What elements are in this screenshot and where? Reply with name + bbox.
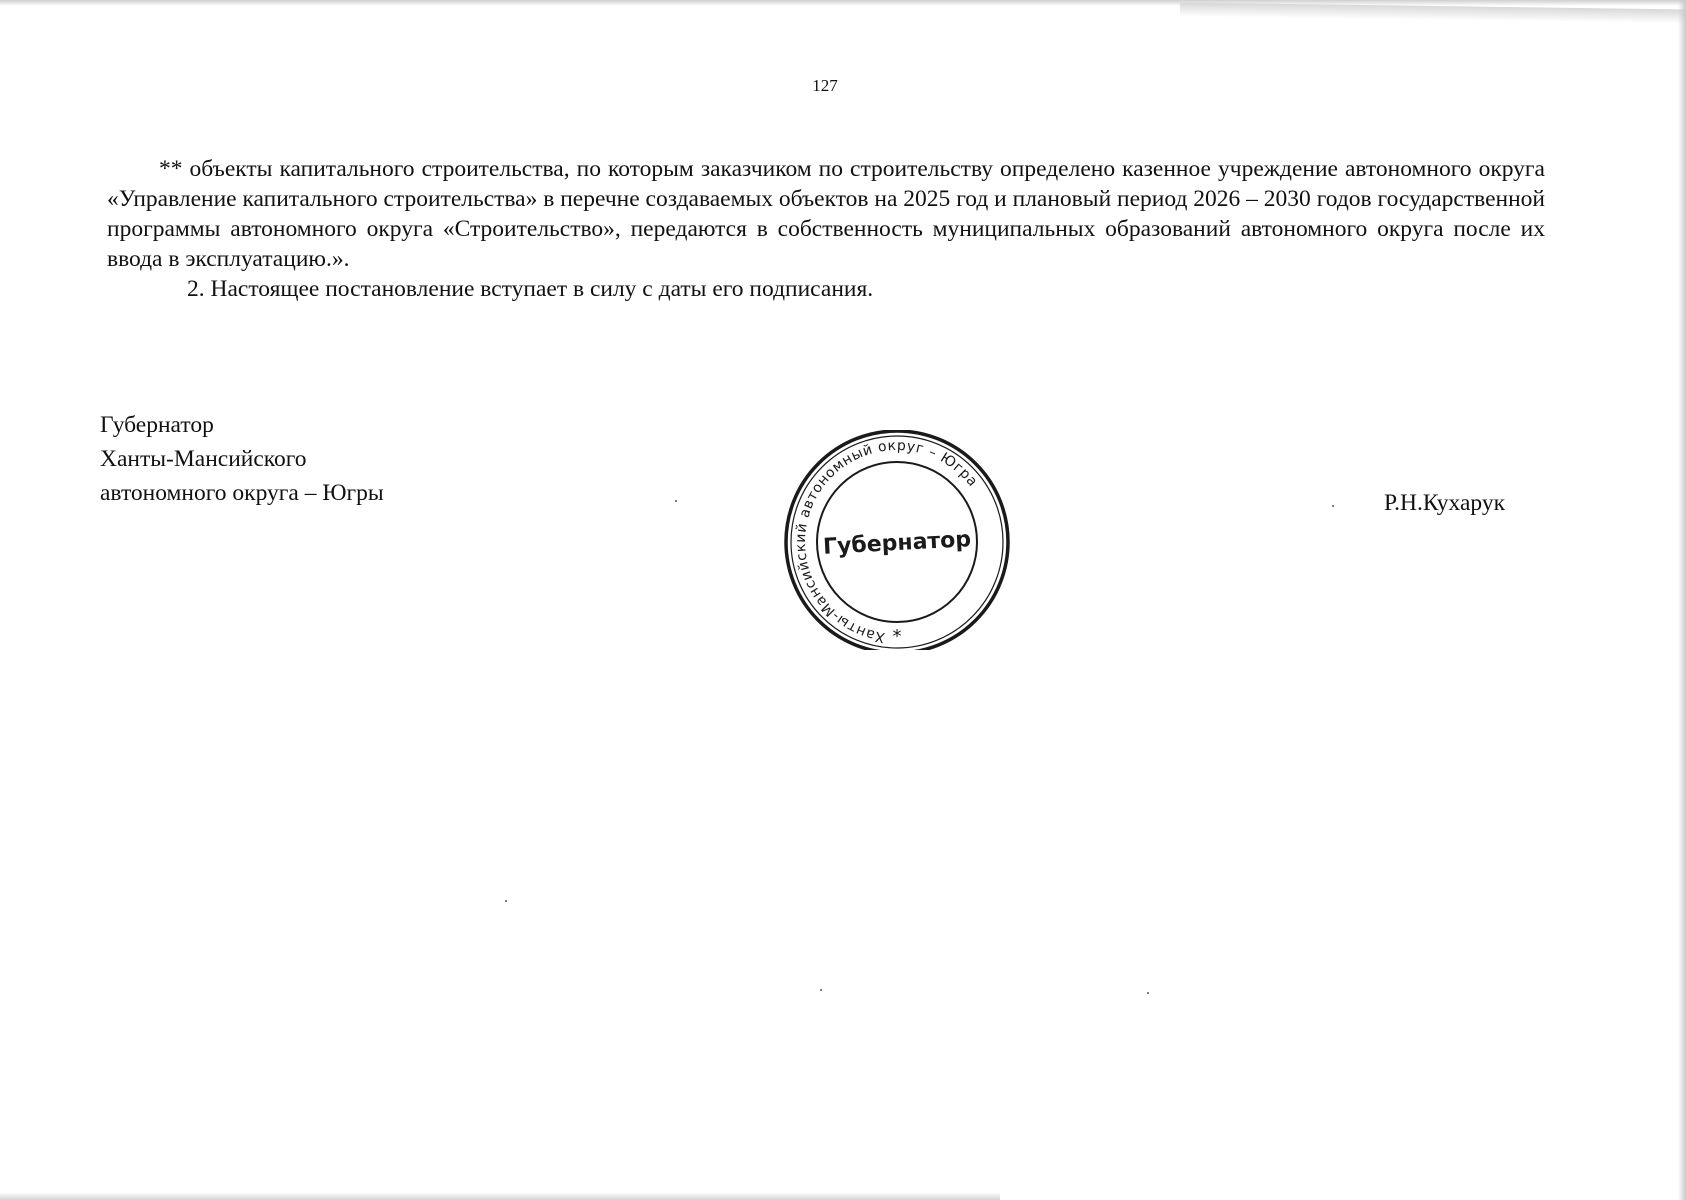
scan-speck <box>1332 505 1334 507</box>
page-number: 127 <box>812 76 838 95</box>
seal-star-mark: * <box>892 626 902 647</box>
official-seal-stamp <box>782 430 1012 650</box>
scan-edge-bottom <box>0 1192 1000 1200</box>
effective-date-paragraph: 2. Настоящее постановление вступает в силу с даты его подписания. <box>187 276 874 302</box>
seal-center-text: Губернатор <box>822 527 972 560</box>
signer-name: Р.Н.Кухарук <box>1384 490 1505 516</box>
seal-ring-text: Ханты-Мансийский автономный округ – Югра <box>792 437 981 646</box>
signer-title-block <box>100 408 384 510</box>
signer-title-line-1: Губернатор <box>100 412 214 438</box>
signer-title-line-2: Ханты-Мансийского <box>100 446 307 472</box>
signer-title-line-3: автономного округа – Югры <box>100 480 384 506</box>
scan-speck <box>505 900 507 902</box>
document-body <box>107 154 1545 304</box>
footnote-paragraph: ** объекты капитального строительства, по которым заказчиком по строительству определено казенное учреждение автономного округа «Управление капитального строительства» в перечне создаваемых объектов на 2025 год и плановый период 2026 – 2030 годов государственной программы автономного округа «Строительство», передаются в собственность муниципальных образований автономного округа после их ввода в эксплуатацию.». <box>107 156 1545 272</box>
scan-speck <box>820 989 822 991</box>
scan-speck <box>1147 992 1149 994</box>
scan-edge-right <box>1678 0 1686 1200</box>
scan-speck <box>675 500 677 502</box>
seal-graphic <box>782 430 1012 650</box>
